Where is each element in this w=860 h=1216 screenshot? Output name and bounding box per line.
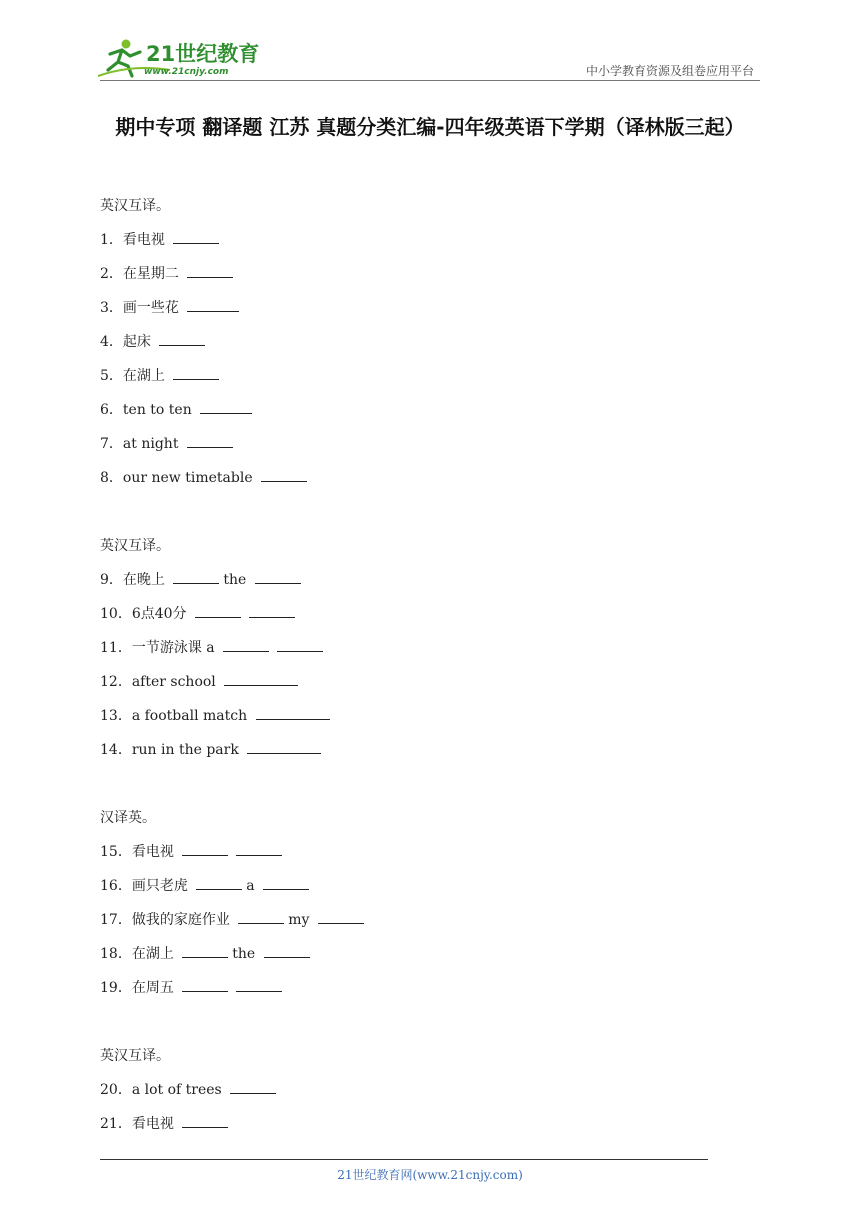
logo-text: 21世纪教育 xyxy=(146,42,260,66)
question-text: 起床 xyxy=(122,334,156,350)
question-text: 在湖上 xyxy=(131,946,179,962)
question-item xyxy=(100,976,760,1010)
section-heading: 英汉互译。 xyxy=(100,1048,170,1064)
question-text: 看电视 xyxy=(131,1116,179,1132)
answer-blank[interactable] xyxy=(224,671,298,686)
given-word: the xyxy=(223,572,251,588)
answer-blank[interactable] xyxy=(236,977,282,992)
answer-blank[interactable] xyxy=(196,875,242,890)
answer-blank[interactable] xyxy=(173,229,219,244)
answer-blank[interactable] xyxy=(277,637,323,652)
question-item xyxy=(100,568,760,602)
question-text: at night xyxy=(122,436,183,452)
question-text: 画一些花 xyxy=(122,300,184,316)
answer-blank[interactable] xyxy=(261,467,307,482)
question-number: 4． xyxy=(100,334,123,350)
exercise-list xyxy=(100,194,760,1146)
answer-blank[interactable] xyxy=(247,739,321,754)
question-number: 19． xyxy=(100,980,132,996)
answer-blank[interactable] xyxy=(238,909,284,924)
page-title: 期中专项 翻译题 江苏 真题分类汇编-四年级英语下学期（译林版三起） xyxy=(115,115,745,139)
question-number: 15． xyxy=(100,844,132,860)
platform-name: 中小学教育资源及组卷应用平台 xyxy=(585,64,754,78)
question-text: a lot of trees xyxy=(131,1082,227,1098)
question-text: 在晚上 xyxy=(122,572,170,588)
question-item xyxy=(100,296,760,330)
header-divider xyxy=(100,80,760,81)
answer-blank[interactable] xyxy=(187,297,239,312)
section-gap xyxy=(100,500,760,534)
question-number: 12． xyxy=(100,674,132,690)
question-item xyxy=(100,874,760,908)
question-number: 17． xyxy=(100,912,132,928)
question-text: 画只老虎 xyxy=(131,878,193,894)
answer-blank[interactable] xyxy=(318,909,364,924)
page-header xyxy=(0,0,860,90)
answer-blank[interactable] xyxy=(256,705,330,720)
question-item xyxy=(100,398,760,432)
question-number: 7． xyxy=(100,436,123,452)
given-word: a xyxy=(206,640,220,656)
question-number: 20． xyxy=(100,1082,132,1098)
answer-blank[interactable] xyxy=(255,569,301,584)
answer-blank[interactable] xyxy=(173,365,219,380)
question-item xyxy=(100,262,760,296)
question-text: 在周五 xyxy=(131,980,179,996)
question-number: 2． xyxy=(100,266,123,282)
question-item xyxy=(100,908,760,942)
question-text: after school xyxy=(131,674,221,690)
answer-blank[interactable] xyxy=(173,569,219,584)
answer-blank[interactable] xyxy=(182,841,228,856)
question-text: 看电视 xyxy=(122,232,170,248)
question-item xyxy=(100,602,760,636)
question-number: 1． xyxy=(100,232,123,248)
answer-blank[interactable] xyxy=(195,603,241,618)
question-text: 做我的家庭作业 xyxy=(131,912,235,928)
answer-blank[interactable] xyxy=(182,977,228,992)
given-word: a xyxy=(246,878,260,894)
answer-blank[interactable] xyxy=(249,603,295,618)
question-item xyxy=(100,636,760,670)
question-item xyxy=(100,228,760,262)
answer-blank[interactable] xyxy=(230,1079,276,1094)
question-number: 21． xyxy=(100,1116,132,1132)
question-number: 5． xyxy=(100,368,123,384)
answer-blank[interactable] xyxy=(263,875,309,890)
question-item xyxy=(100,466,760,500)
question-text: ten to ten xyxy=(122,402,197,418)
given-word: the xyxy=(232,946,260,962)
answer-blank[interactable] xyxy=(236,841,282,856)
answer-blank[interactable] xyxy=(187,433,233,448)
question-number: 11． xyxy=(100,640,132,656)
question-item xyxy=(100,432,760,466)
logo-21cnjy xyxy=(92,36,262,80)
answer-blank[interactable] xyxy=(182,943,228,958)
question-text: 在湖上 xyxy=(122,368,170,384)
footer-link[interactable]: 21世纪教育网(www.21cnjy.com) xyxy=(337,1168,523,1182)
question-number: 9． xyxy=(100,572,123,588)
answer-blank[interactable] xyxy=(182,1113,228,1128)
question-item xyxy=(100,670,760,704)
answer-blank[interactable] xyxy=(187,263,233,278)
question-number: 6． xyxy=(100,402,123,418)
section-heading: 汉译英。 xyxy=(100,810,156,826)
answer-blank[interactable] xyxy=(264,943,310,958)
answer-blank[interactable] xyxy=(159,331,205,346)
question-text: run in the park xyxy=(131,742,244,758)
section-heading: 英汉互译。 xyxy=(100,198,170,214)
question-text: our new timetable xyxy=(122,470,258,486)
section-gap xyxy=(100,772,760,806)
question-number: 13． xyxy=(100,708,132,724)
question-item xyxy=(100,364,760,398)
question-item xyxy=(100,942,760,976)
question-number: 18． xyxy=(100,946,132,962)
answer-blank[interactable] xyxy=(200,399,252,414)
given-word: my xyxy=(288,912,314,928)
question-text: 6点40分 xyxy=(131,606,191,622)
question-number: 10． xyxy=(100,606,132,622)
question-text: a football match xyxy=(131,708,252,724)
question-text: 在星期二 xyxy=(122,266,184,282)
question-item xyxy=(100,330,760,364)
logo-url: www.21cnjy.com xyxy=(144,67,229,77)
answer-blank[interactable] xyxy=(223,637,269,652)
question-item xyxy=(100,738,760,772)
question-item xyxy=(100,1078,760,1112)
question-number: 16． xyxy=(100,878,132,894)
question-number: 3． xyxy=(100,300,123,316)
question-item xyxy=(100,704,760,738)
question-item xyxy=(100,840,760,874)
question-number: 8． xyxy=(100,470,123,486)
question-text: 看电视 xyxy=(131,844,179,860)
question-item xyxy=(100,1112,760,1146)
section-gap xyxy=(100,1010,760,1044)
question-text: 一节游泳课 xyxy=(131,640,207,656)
question-number: 14． xyxy=(100,742,132,758)
section-heading: 英汉互译。 xyxy=(100,538,170,554)
footer-divider xyxy=(100,1159,708,1160)
